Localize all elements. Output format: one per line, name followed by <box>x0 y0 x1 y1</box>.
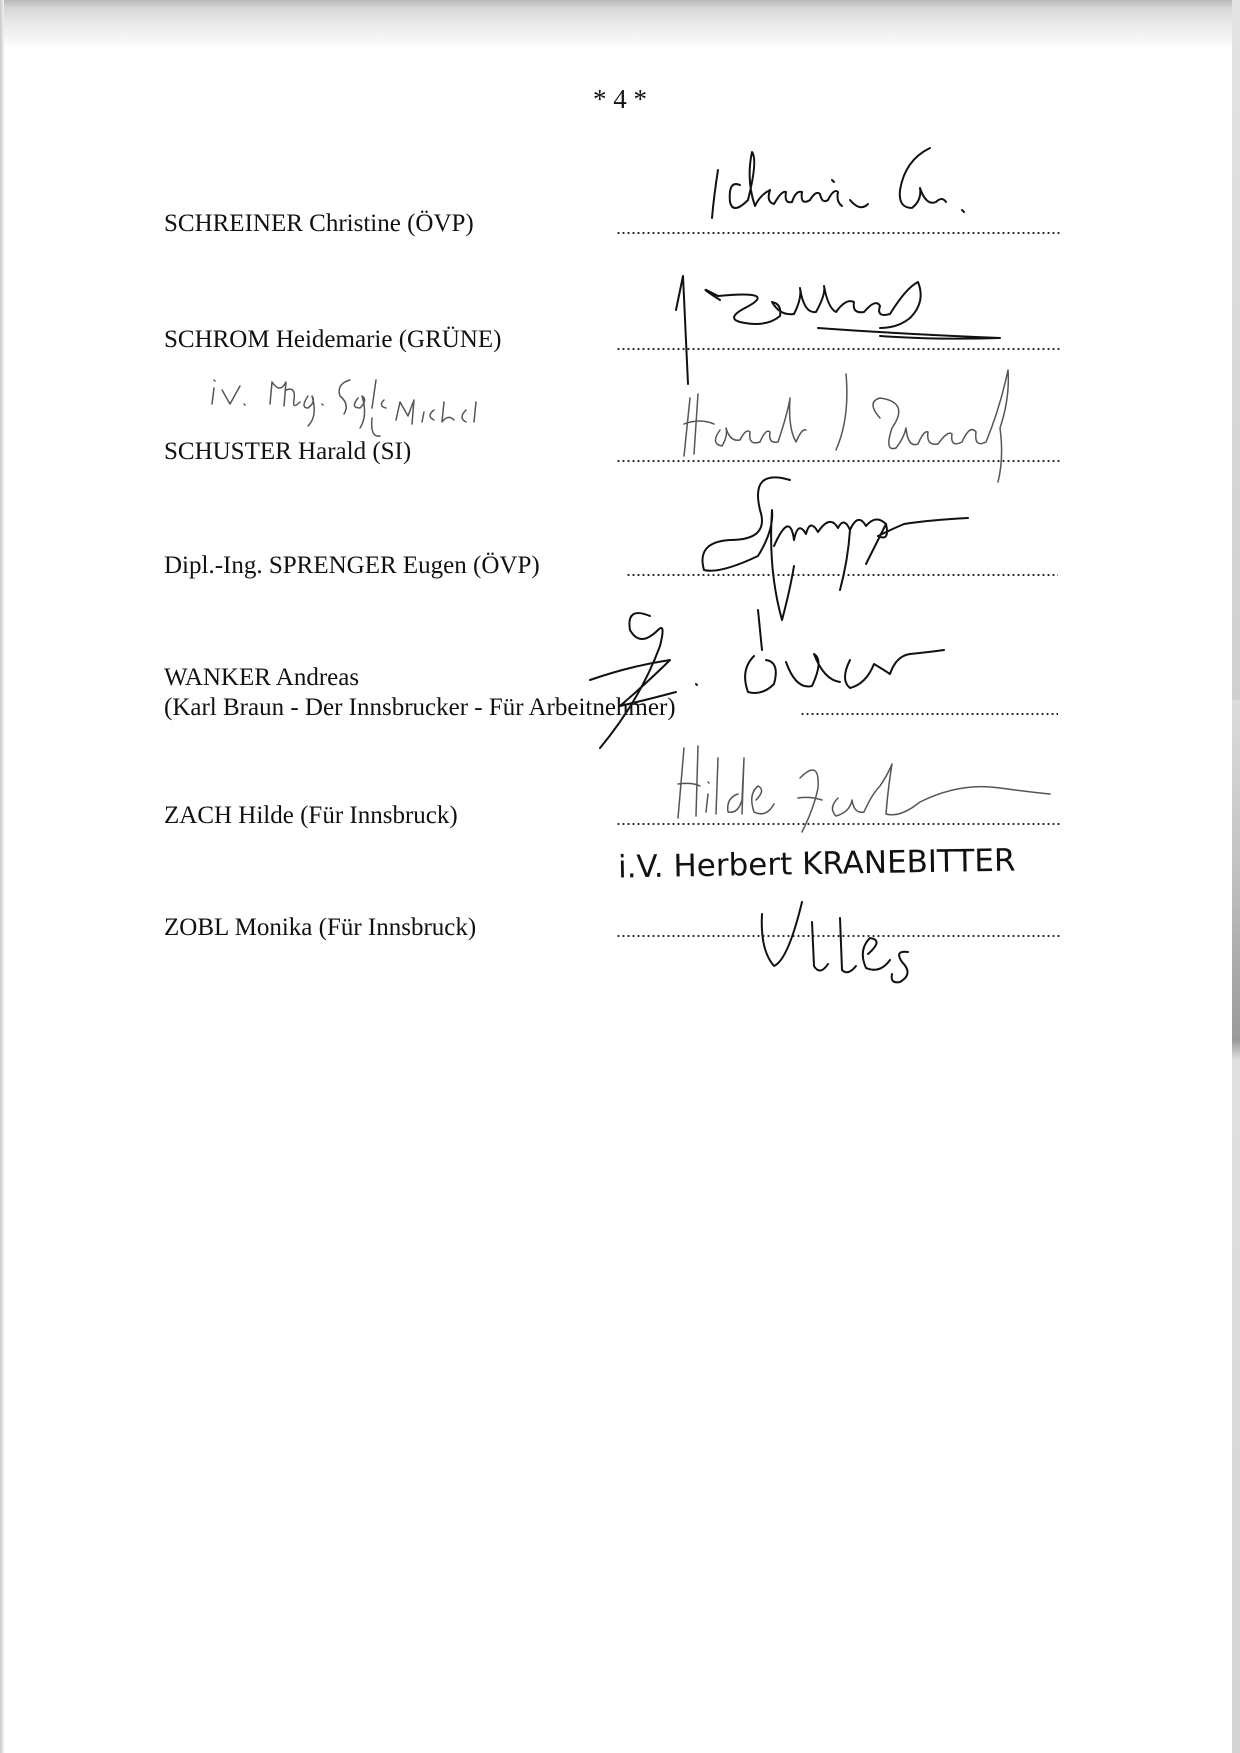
scan-edge-right <box>1232 0 1240 1753</box>
signatory-affiliation-wanker: (Karl Braun - Der Innsbrucker - Für Arbeitnehmer) <box>164 694 676 721</box>
signature-schuster <box>670 358 1070 488</box>
proxy-handwriting-zobl: i.V. Herbert KRANEBITTER <box>617 842 1016 886</box>
signature-zach <box>670 738 1070 838</box>
proxy-handwriting-schuster <box>200 360 520 440</box>
signatory-name-schreiner: SCHREINER Christine (ÖVP) <box>164 210 474 237</box>
signatory-name-sprenger: Dipl.-Ing. SPRENGER Eugen (ÖVP) <box>164 552 540 579</box>
page-number: * 4 * <box>593 84 647 114</box>
signatory-name-zach: ZACH Hilde (Für Innsbruck) <box>164 802 458 829</box>
signature-zobl <box>740 890 980 990</box>
signatory-name-schuster: SCHUSTER Harald (SI) <box>164 438 412 465</box>
signatory-name-zobl: ZOBL Monika (Für Innsbruck) <box>164 914 477 941</box>
scan-shadow-top <box>0 0 1240 48</box>
signatory-name-wanker: WANKER Andreas <box>164 664 360 691</box>
signature-schreiner <box>700 140 990 240</box>
scan-edge-left <box>0 0 4 1753</box>
signatory-name-schrom: SCHROM Heidemarie (GRÜNE) <box>164 326 502 353</box>
signature-wanker <box>590 600 1010 760</box>
